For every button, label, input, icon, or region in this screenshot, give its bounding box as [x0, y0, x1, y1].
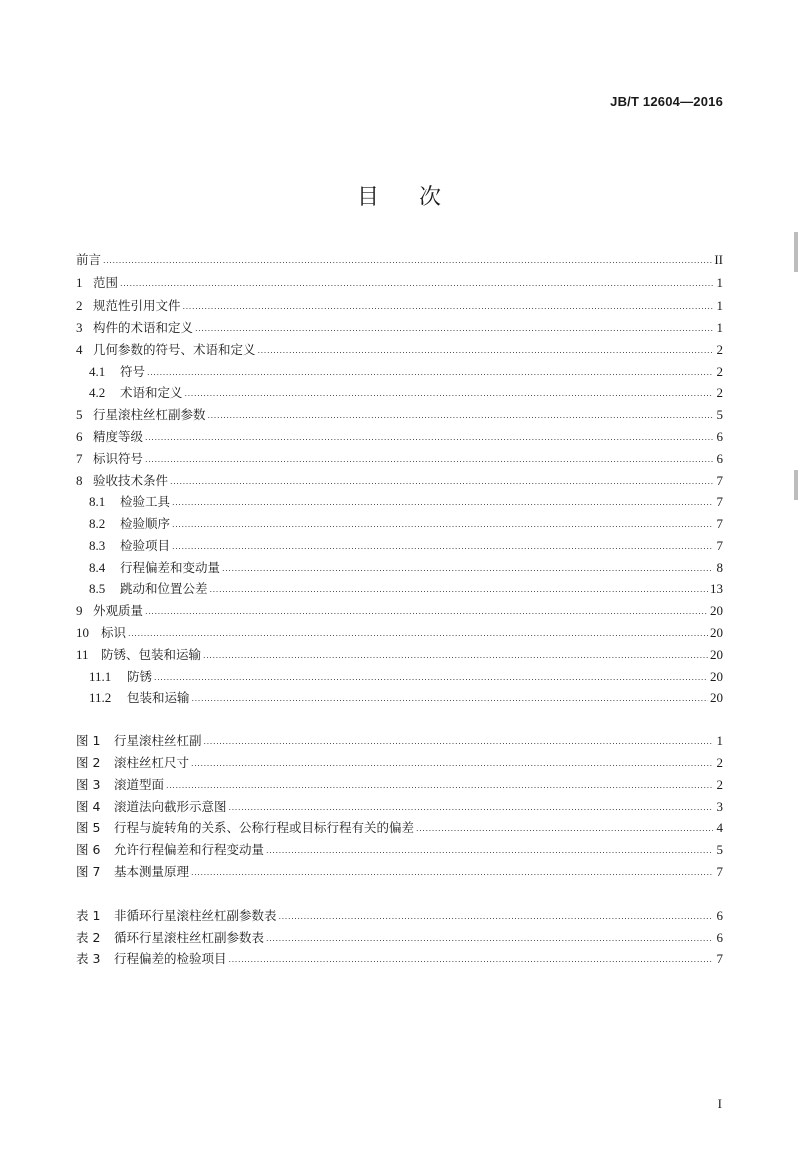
toc-subentry[interactable] — [76, 556, 723, 576]
table-list-entry[interactable] — [76, 947, 723, 967]
figure-list-entry[interactable] — [76, 751, 723, 771]
toc-entry-page: 2 — [716, 342, 723, 357]
toc-subentry[interactable] — [76, 577, 723, 597]
toc-entry-label: 包装和运输 — [127, 690, 190, 705]
toc-entry-label: 构件的术语和定义 — [93, 320, 194, 335]
figure-number: 图 1 — [76, 733, 101, 748]
page-number: I — [717, 1096, 722, 1111]
toc-entry-page: 1 — [716, 298, 723, 313]
figure-list-entry[interactable] — [76, 773, 723, 793]
toc-entry-page: 1 — [716, 320, 723, 335]
dot-leader — [229, 803, 713, 813]
page-title: 目次 — [356, 185, 481, 210]
toc-entry-number: 8.3 — [89, 538, 106, 553]
table-page: 6 — [716, 930, 723, 945]
toc-subentry[interactable] — [76, 512, 723, 532]
table-number: 表 2 — [76, 930, 101, 945]
toc-entry[interactable] — [76, 271, 723, 291]
toc-entry-label: 符号 — [120, 364, 146, 379]
dot-leader — [191, 868, 713, 878]
toc-entry-foreword[interactable] — [76, 248, 723, 268]
figure-label: 滚道型面 — [114, 777, 165, 792]
toc-entry-number: 8 — [76, 473, 83, 488]
toc-entry[interactable] — [76, 447, 723, 467]
dot-leader — [145, 455, 713, 465]
toc-entry-number: 5 — [76, 407, 83, 422]
toc-entry-number: 1 — [76, 275, 83, 290]
toc-subentry[interactable] — [76, 490, 723, 510]
toc-entry-page: 20 — [710, 625, 723, 640]
toc-entry-label: 检验工具 — [120, 494, 171, 509]
toc-entry-page: 20 — [710, 603, 723, 618]
dot-leader — [166, 781, 713, 791]
dot-leader — [210, 585, 708, 595]
toc-entry[interactable] — [76, 316, 723, 336]
toc-entry-number: 4 — [76, 342, 83, 357]
table-number: 表 3 — [76, 951, 101, 966]
toc-entry-number: 6 — [76, 429, 83, 444]
figure-label: 滚道法向截形示意图 — [114, 799, 227, 814]
toc-entry-page: 20 — [710, 647, 723, 662]
toc-entry[interactable] — [76, 599, 723, 619]
toc-entry-page: 13 — [710, 581, 723, 596]
toc-entry-label: 前言 — [76, 252, 102, 267]
dot-leader — [208, 411, 713, 421]
figure-page: 2 — [716, 755, 723, 770]
toc-entry-page: 2 — [716, 364, 723, 379]
toc-entry-page: 6 — [716, 451, 723, 466]
toc-entry[interactable] — [76, 338, 723, 358]
figure-list-entry[interactable] — [76, 729, 723, 749]
toc-entry-label: 精度等级 — [93, 429, 144, 444]
dot-leader — [416, 824, 713, 834]
figure-label: 允许行程偏差和行程变动量 — [114, 842, 265, 857]
toc-entry-number: 8.5 — [89, 581, 106, 596]
figure-page: 5 — [716, 842, 723, 857]
toc-entry-number: 8.4 — [89, 560, 106, 575]
toc-entry-label: 行程偏差和变动量 — [120, 560, 221, 575]
scan-edge-mark — [794, 470, 798, 500]
toc-entry-label: 外观质量 — [93, 603, 144, 618]
toc-subentry[interactable] — [76, 534, 723, 554]
toc-entry-label: 验收技术条件 — [93, 473, 169, 488]
toc-entry-number: 11.1 — [89, 669, 112, 684]
table-label: 循环行星滚柱丝杠副参数表 — [114, 930, 265, 945]
toc-entry-label: 范围 — [93, 275, 119, 290]
dot-leader — [128, 629, 708, 639]
toc-entry[interactable] — [76, 425, 723, 445]
figure-list-entry[interactable] — [76, 860, 723, 880]
dot-leader — [147, 368, 713, 378]
dot-leader — [145, 433, 713, 443]
toc-entry-page: 7 — [716, 473, 723, 488]
table-list-entry[interactable] — [76, 904, 723, 924]
dot-leader — [229, 955, 713, 965]
toc-entry-page: 7 — [716, 538, 723, 553]
figure-number: 图 7 — [76, 864, 101, 879]
figure-number: 图 4 — [76, 799, 101, 814]
toc-entry-number: 4.2 — [89, 385, 106, 400]
toc-entry-number: 3 — [76, 320, 83, 335]
toc-entry-number: 7 — [76, 451, 83, 466]
toc-entry-label: 标识 — [101, 625, 127, 640]
dot-leader — [192, 694, 708, 704]
toc-entry-page: 1 — [716, 275, 723, 290]
figure-list-entry[interactable] — [76, 816, 723, 836]
figure-label: 滚柱丝杠尺寸 — [114, 755, 190, 770]
table-label: 非循环行星滚柱丝杠副参数表 — [114, 908, 277, 923]
toc-entry[interactable] — [76, 403, 723, 423]
toc-entry-number: 9 — [76, 603, 83, 618]
toc-entry-label: 检验顺序 — [120, 516, 171, 531]
figure-number: 图 5 — [76, 820, 101, 835]
toc-entry-number: 2 — [76, 298, 83, 313]
dot-leader — [266, 934, 713, 944]
table-page: 6 — [716, 908, 723, 923]
dot-leader — [172, 498, 713, 508]
dot-leader — [204, 737, 713, 747]
toc-subentry[interactable] — [76, 360, 723, 380]
toc-entry-label: 防锈、包装和运输 — [101, 647, 202, 662]
dot-leader — [279, 912, 713, 922]
toc-entry-label: 行星滚柱丝杠副参数 — [93, 407, 206, 422]
dot-leader — [203, 651, 708, 661]
toc-entry-label: 标识符号 — [93, 451, 144, 466]
toc-entry-page: 20 — [710, 690, 723, 705]
dot-leader — [258, 346, 713, 356]
toc-entry-label: 跳动和位置公差 — [120, 581, 208, 596]
table-page: 7 — [716, 951, 723, 966]
figure-number: 图 6 — [76, 842, 101, 857]
table-list-entry[interactable] — [76, 926, 723, 946]
figure-number: 图 3 — [76, 777, 101, 792]
toc-entry-label: 检验项目 — [120, 538, 171, 553]
dot-leader — [172, 520, 713, 530]
toc-entry-number: 10 — [76, 625, 89, 640]
figure-page: 4 — [716, 820, 723, 835]
toc-entry-label: 防锈 — [127, 669, 153, 684]
dot-leader — [103, 256, 712, 266]
table-number: 表 1 — [76, 908, 101, 923]
dot-leader — [266, 846, 713, 856]
figure-page: 3 — [716, 799, 723, 814]
dot-leader — [145, 607, 708, 617]
dot-leader — [120, 279, 713, 289]
dot-leader — [183, 302, 713, 312]
toc-entry-page: 7 — [716, 494, 723, 509]
dot-leader — [172, 542, 713, 552]
toc-entry-label: 几何参数的符号、术语和定义 — [93, 342, 256, 357]
toc-entry-page: 20 — [710, 669, 723, 684]
dot-leader — [154, 673, 708, 683]
toc-entry[interactable] — [76, 643, 723, 663]
dot-leader — [222, 564, 713, 574]
dot-leader — [195, 324, 713, 334]
dot-leader — [191, 759, 713, 769]
figure-number: 图 2 — [76, 755, 101, 770]
figure-list-entry[interactable] — [76, 838, 723, 858]
toc-entry-label: 规范性引用文件 — [93, 298, 181, 313]
dot-leader — [170, 477, 713, 487]
figure-label: 行星滚柱丝杠副 — [114, 733, 202, 748]
toc-entry[interactable] — [76, 469, 723, 489]
toc-subentry[interactable] — [76, 686, 723, 706]
toc-entry-page: 8 — [716, 560, 723, 575]
toc-entry-page: 6 — [716, 429, 723, 444]
toc-subentry[interactable] — [76, 665, 723, 685]
toc-entry-number: 11 — [76, 647, 89, 662]
standard-number: JB/T 12604—2016 — [610, 94, 723, 109]
toc-subentry[interactable] — [76, 381, 723, 401]
toc-entry-page: 5 — [716, 407, 723, 422]
toc-entry-number: 4.1 — [89, 364, 106, 379]
scan-edge-mark — [794, 232, 798, 272]
dot-leader — [185, 389, 713, 399]
toc-entry-page: 2 — [716, 385, 723, 400]
toc-entry[interactable] — [76, 294, 723, 314]
figure-label: 基本测量原理 — [114, 864, 190, 879]
toc-entry-page: 7 — [716, 516, 723, 531]
toc-entry-number: 8.1 — [89, 494, 106, 509]
table-label: 行程偏差的检验项目 — [114, 951, 227, 966]
toc-entry-label: 术语和定义 — [120, 385, 183, 400]
toc-entry-number: 11.2 — [89, 690, 112, 705]
toc-entry[interactable] — [76, 621, 723, 641]
figure-list-entry[interactable] — [76, 795, 723, 815]
toc-entry-number: 8.2 — [89, 516, 106, 531]
toc-entry-page: II — [714, 252, 723, 267]
figure-label: 行程与旋转角的关系、公称行程或目标行程有关的偏差 — [114, 820, 415, 835]
figure-page: 1 — [716, 733, 723, 748]
figure-page: 2 — [716, 777, 723, 792]
figure-page: 7 — [716, 864, 723, 879]
